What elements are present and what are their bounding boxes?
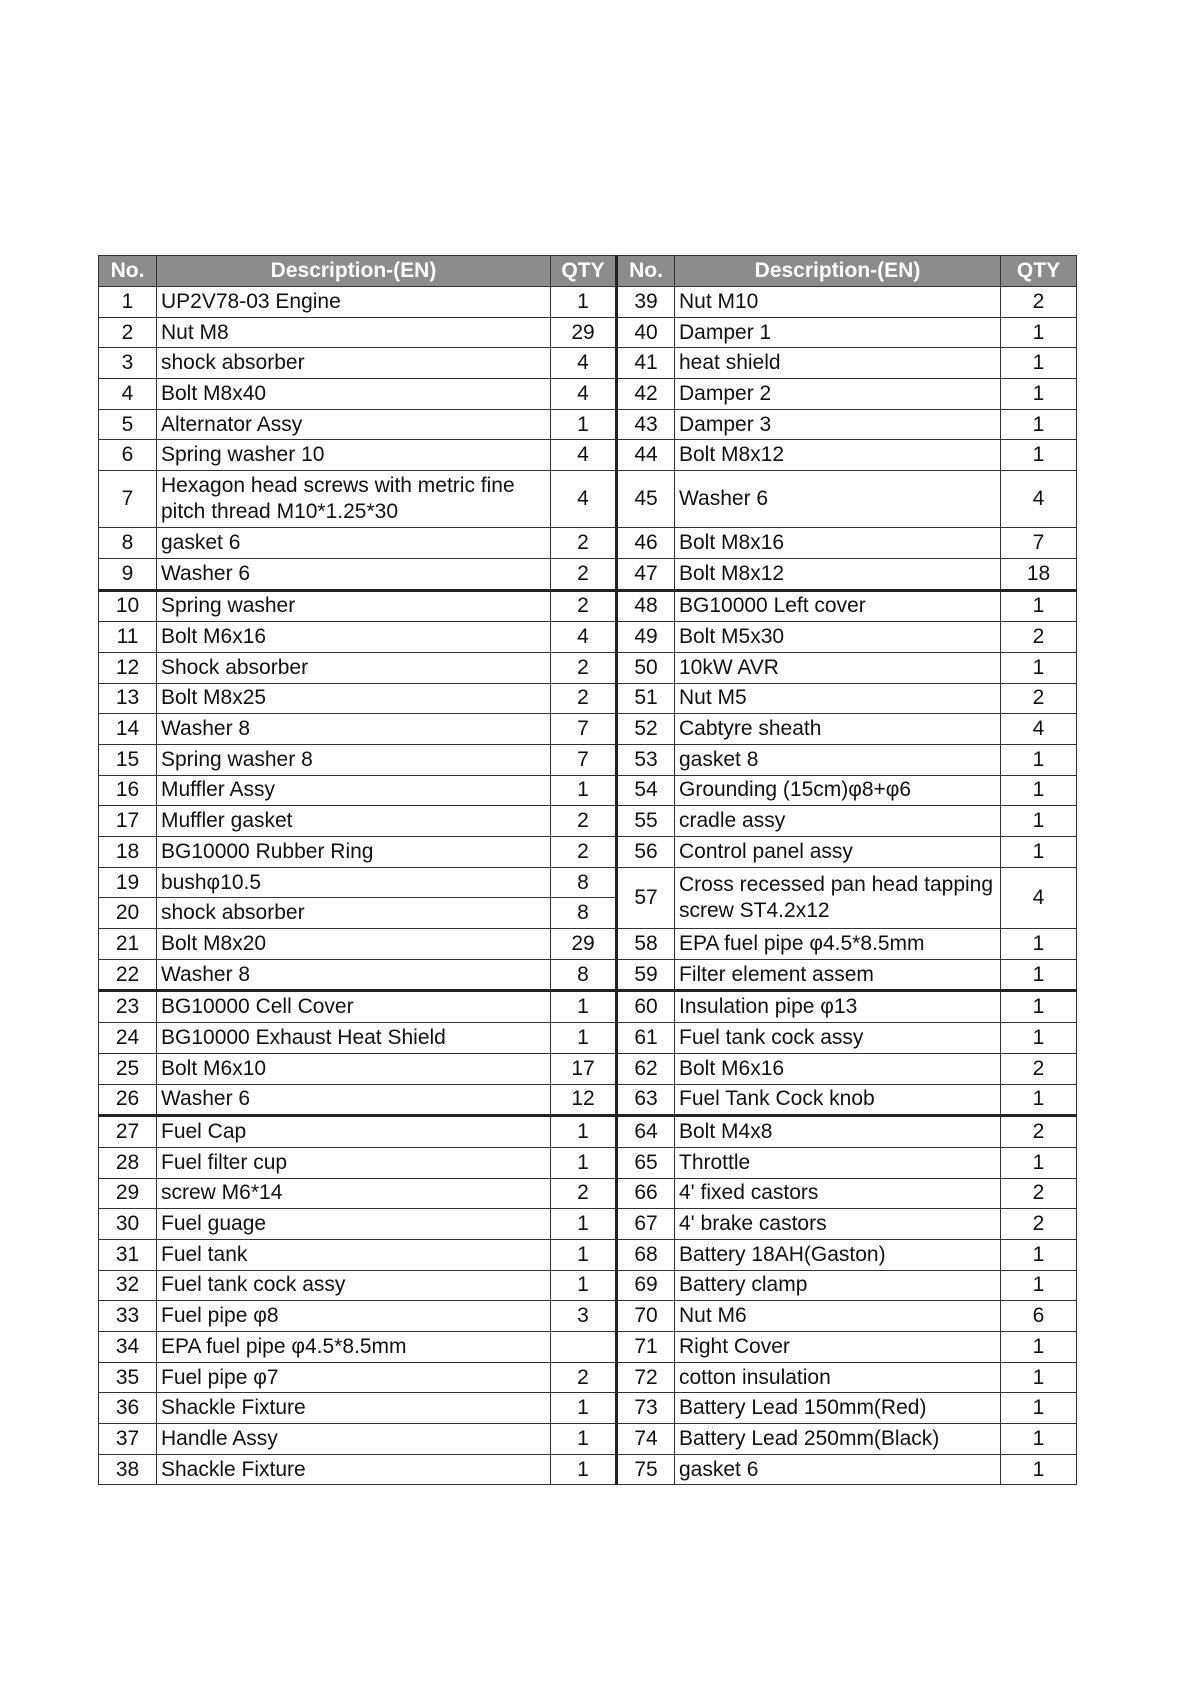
item-number: 55: [617, 806, 675, 837]
item-number: 72: [617, 1362, 675, 1393]
item-description: Insulation pipe φ13: [675, 991, 1001, 1023]
item-number: 63: [617, 1084, 675, 1116]
item-description: Bolt M5x30: [675, 622, 1001, 653]
item-number: 38: [99, 1454, 157, 1485]
item-number: 14: [99, 714, 157, 745]
table-row: [99, 1301, 1077, 1332]
item-description: Fuel filter cup: [157, 1147, 551, 1178]
item-quantity: 4: [551, 440, 617, 471]
item-description: Cabtyre sheath: [675, 714, 1001, 745]
item-quantity: 2: [551, 837, 617, 868]
header-qty-right: QTY: [1001, 256, 1077, 287]
table-row: [99, 409, 1077, 440]
item-description: screw M6*14: [157, 1178, 551, 1209]
item-description: Fuel Tank Cock knob: [675, 1084, 1001, 1116]
item-quantity: 1: [1001, 837, 1077, 868]
item-description: Spring washer 8: [157, 744, 551, 775]
item-number: 69: [617, 1270, 675, 1301]
item-number: 33: [99, 1301, 157, 1332]
item-number: 52: [617, 714, 675, 745]
item-number: 75: [617, 1454, 675, 1485]
item-number: 51: [617, 683, 675, 714]
item-description: cradle assy: [675, 806, 1001, 837]
item-description: Filter element assem: [675, 959, 1001, 991]
table-row: [99, 317, 1077, 348]
table-row: [99, 1084, 1077, 1116]
item-description: Muffler Assy: [157, 775, 551, 806]
item-number: 34: [99, 1332, 157, 1363]
header-no-left: No.: [99, 256, 157, 287]
item-quantity: 1: [551, 1239, 617, 1270]
header-row: [99, 256, 1077, 287]
item-description: Bolt M8x20: [157, 929, 551, 960]
item-description: Shackle Fixture: [157, 1393, 551, 1424]
item-description: Bolt M6x10: [157, 1053, 551, 1084]
item-number: 40: [617, 317, 675, 348]
item-description: Bolt M8x16: [675, 528, 1001, 559]
item-description: Fuel tank cock assy: [157, 1270, 551, 1301]
table-row: [99, 471, 1077, 528]
item-quantity: 1: [1001, 379, 1077, 410]
item-description: 10kW AVR: [675, 652, 1001, 683]
item-quantity: 1: [1001, 1362, 1077, 1393]
item-number: 42: [617, 379, 675, 410]
item-quantity: 2: [551, 683, 617, 714]
item-quantity: 4: [1001, 714, 1077, 745]
item-number: 68: [617, 1239, 675, 1270]
table-body: [99, 287, 1077, 1485]
item-number: 5: [99, 409, 157, 440]
item-description: Fuel guage: [157, 1209, 551, 1240]
item-number: 67: [617, 1209, 675, 1240]
item-number: 19: [99, 867, 157, 898]
table-row: [99, 528, 1077, 559]
item-quantity: 1: [1001, 348, 1077, 379]
item-number: 45: [617, 471, 675, 528]
item-number: 29: [99, 1178, 157, 1209]
item-number: 2: [99, 317, 157, 348]
table-row: [99, 1178, 1077, 1209]
item-description: Washer 8: [157, 714, 551, 745]
item-number: 62: [617, 1053, 675, 1084]
item-description: EPA fuel pipe φ4.5*8.5mm: [675, 929, 1001, 960]
item-number: 70: [617, 1301, 675, 1332]
item-quantity: 7: [1001, 528, 1077, 559]
item-number: 4: [99, 379, 157, 410]
item-quantity: 8: [551, 898, 617, 929]
item-number: 50: [617, 652, 675, 683]
item-quantity: 2: [1001, 1178, 1077, 1209]
item-quantity: 2: [551, 1178, 617, 1209]
item-number: 44: [617, 440, 675, 471]
item-quantity: 1: [551, 287, 617, 318]
item-description: Throttle: [675, 1147, 1001, 1178]
item-quantity: 1: [1001, 959, 1077, 991]
item-description: shock absorber: [157, 898, 551, 929]
item-quantity: 1: [551, 1116, 617, 1148]
table-row: [99, 652, 1077, 683]
item-quantity: 2: [551, 528, 617, 559]
item-description: Spring washer: [157, 590, 551, 622]
item-description: Nut M6: [675, 1301, 1001, 1332]
item-description: gasket 8: [675, 744, 1001, 775]
item-description: Nut M8: [157, 317, 551, 348]
item-number: 3: [99, 348, 157, 379]
item-quantity: 1: [1001, 1424, 1077, 1455]
item-description: Bolt M4x8: [675, 1116, 1001, 1148]
item-quantity: 2: [551, 590, 617, 622]
item-quantity: 1: [1001, 929, 1077, 960]
item-number: 6: [99, 440, 157, 471]
item-number: 41: [617, 348, 675, 379]
item-description: Spring washer 10: [157, 440, 551, 471]
item-quantity: 1: [551, 1454, 617, 1485]
item-quantity: 2: [551, 652, 617, 683]
table-row: [99, 1393, 1077, 1424]
item-description: Fuel tank cock assy: [675, 1023, 1001, 1054]
item-number: 21: [99, 929, 157, 960]
table-row: [99, 1239, 1077, 1270]
header-description-left: Description-(EN): [157, 256, 551, 287]
item-description: Nut M10: [675, 287, 1001, 318]
table-row: [99, 837, 1077, 868]
item-description: Damper 3: [675, 409, 1001, 440]
item-number: 31: [99, 1239, 157, 1270]
item-quantity: 1: [1001, 440, 1077, 471]
item-description: shock absorber: [157, 348, 551, 379]
item-description: BG10000 Rubber Ring: [157, 837, 551, 868]
item-description: cotton insulation: [675, 1362, 1001, 1393]
item-description: Battery Lead 150mm(Red): [675, 1393, 1001, 1424]
item-quantity: 1: [1001, 317, 1077, 348]
item-quantity: 4: [1001, 867, 1077, 928]
item-description: Fuel pipe φ7: [157, 1362, 551, 1393]
item-quantity: 4: [551, 622, 617, 653]
table-row: [99, 558, 1077, 590]
item-number: 18: [99, 837, 157, 868]
item-description: heat shield: [675, 348, 1001, 379]
table-header: [99, 256, 1077, 287]
table-row: [99, 440, 1077, 471]
item-number: 74: [617, 1424, 675, 1455]
item-number: 64: [617, 1116, 675, 1148]
item-quantity: 1: [551, 991, 617, 1023]
item-number: 54: [617, 775, 675, 806]
item-quantity: 2: [1001, 287, 1077, 318]
item-description: Damper 2: [675, 379, 1001, 410]
item-quantity: 4: [551, 379, 617, 410]
item-quantity: 1: [1001, 590, 1077, 622]
item-number: 57: [617, 867, 675, 928]
item-description: Bolt M6x16: [675, 1053, 1001, 1084]
table-row: [99, 1116, 1077, 1148]
item-quantity: 1: [551, 1147, 617, 1178]
item-description: BG10000 Exhaust Heat Shield: [157, 1023, 551, 1054]
item-quantity: 1: [551, 1023, 617, 1054]
item-description: Fuel pipe φ8: [157, 1301, 551, 1332]
item-number: 25: [99, 1053, 157, 1084]
item-quantity: 1: [1001, 991, 1077, 1023]
table-row: [99, 348, 1077, 379]
item-description: EPA fuel pipe φ4.5*8.5mm: [157, 1332, 551, 1363]
table-row: [99, 622, 1077, 653]
item-quantity: 2: [1001, 1209, 1077, 1240]
item-quantity: 1: [1001, 1393, 1077, 1424]
item-number: 37: [99, 1424, 157, 1455]
item-description: UP2V78-03 Engine: [157, 287, 551, 318]
item-description: Battery 18AH(Gaston): [675, 1239, 1001, 1270]
table-row: [99, 1270, 1077, 1301]
item-quantity: 1: [1001, 652, 1077, 683]
item-description: Bolt M8x40: [157, 379, 551, 410]
item-description: bushφ10.5: [157, 867, 551, 898]
table-row: [99, 1332, 1077, 1363]
table-row: [99, 1362, 1077, 1393]
item-quantity: 4: [551, 348, 617, 379]
item-quantity: 18: [1001, 558, 1077, 590]
table-row: [99, 959, 1077, 991]
table-row: [99, 867, 1077, 898]
item-number: 39: [617, 287, 675, 318]
item-quantity: 1: [1001, 1084, 1077, 1116]
item-number: 73: [617, 1393, 675, 1424]
table-row: [99, 806, 1077, 837]
item-number: 10: [99, 590, 157, 622]
item-quantity: 4: [551, 471, 617, 528]
item-description: Bolt M6x16: [157, 622, 551, 653]
item-quantity: 1: [1001, 744, 1077, 775]
item-number: 9: [99, 558, 157, 590]
item-number: 71: [617, 1332, 675, 1363]
item-number: 53: [617, 744, 675, 775]
table-row: [99, 1424, 1077, 1455]
item-quantity: 1: [1001, 1454, 1077, 1485]
item-description: Control panel assy: [675, 837, 1001, 868]
item-quantity: 1: [551, 775, 617, 806]
item-number: 46: [617, 528, 675, 559]
item-description: Right Cover: [675, 1332, 1001, 1363]
item-number: 16: [99, 775, 157, 806]
item-description: 4' brake castors: [675, 1209, 1001, 1240]
item-quantity: 17: [551, 1053, 617, 1084]
item-number: 1: [99, 287, 157, 318]
item-number: 58: [617, 929, 675, 960]
parts-table: [98, 255, 1077, 1485]
item-description: Shackle Fixture: [157, 1454, 551, 1485]
item-quantity: 1: [1001, 1147, 1077, 1178]
item-quantity: 2: [551, 1362, 617, 1393]
item-quantity: 1: [551, 1393, 617, 1424]
item-quantity: 1: [551, 1424, 617, 1455]
item-number: 24: [99, 1023, 157, 1054]
table-row: [99, 1053, 1077, 1084]
item-number: 15: [99, 744, 157, 775]
item-number: 66: [617, 1178, 675, 1209]
item-description: Bolt M8x25: [157, 683, 551, 714]
item-quantity: 1: [551, 1209, 617, 1240]
item-description: Bolt M8x12: [675, 440, 1001, 471]
table-row: [99, 929, 1077, 960]
item-number: 56: [617, 837, 675, 868]
header-qty-left: QTY: [551, 256, 617, 287]
item-description: Grounding (15cm)φ8+φ6: [675, 775, 1001, 806]
item-description: Washer 6: [157, 558, 551, 590]
item-description: BG10000 Left cover: [675, 590, 1001, 622]
item-number: 22: [99, 959, 157, 991]
item-quantity: 2: [551, 806, 617, 837]
table-row: [99, 1454, 1077, 1485]
item-quantity: 3: [551, 1301, 617, 1332]
item-number: 8: [99, 528, 157, 559]
item-quantity: 1: [1001, 775, 1077, 806]
item-quantity: 7: [551, 744, 617, 775]
item-description: Battery Lead 250mm(Black): [675, 1424, 1001, 1455]
item-number: 36: [99, 1393, 157, 1424]
item-number: 28: [99, 1147, 157, 1178]
item-quantity: 1: [1001, 806, 1077, 837]
item-number: 30: [99, 1209, 157, 1240]
item-quantity: 8: [551, 867, 617, 898]
item-description: Damper 1: [675, 317, 1001, 348]
item-quantity: 2: [1001, 1116, 1077, 1148]
item-quantity: 1: [1001, 409, 1077, 440]
item-description: gasket 6: [675, 1454, 1001, 1485]
item-description: Washer 6: [675, 471, 1001, 528]
item-description: Fuel Cap: [157, 1116, 551, 1148]
item-quantity: 1: [551, 409, 617, 440]
item-quantity: 12: [551, 1084, 617, 1116]
item-quantity: 1: [551, 1270, 617, 1301]
item-number: 32: [99, 1270, 157, 1301]
item-quantity: 4: [1001, 471, 1077, 528]
item-quantity: 2: [1001, 1053, 1077, 1084]
item-number: 26: [99, 1084, 157, 1116]
item-description: Fuel tank: [157, 1239, 551, 1270]
item-description: gasket 6: [157, 528, 551, 559]
item-description: Cross recessed pan head tapping screw ST4.2x12: [675, 867, 1001, 928]
item-number: 43: [617, 409, 675, 440]
item-quantity: 2: [551, 558, 617, 590]
item-number: 61: [617, 1023, 675, 1054]
item-number: 12: [99, 652, 157, 683]
item-quantity: 7: [551, 714, 617, 745]
item-number: 17: [99, 806, 157, 837]
item-quantity: 29: [551, 929, 617, 960]
item-description: Muffler gasket: [157, 806, 551, 837]
table-row: [99, 683, 1077, 714]
table-row: [99, 775, 1077, 806]
item-number: 47: [617, 558, 675, 590]
item-description: Bolt M8x12: [675, 558, 1001, 590]
item-quantity: 2: [1001, 683, 1077, 714]
item-number: 65: [617, 1147, 675, 1178]
header-description-right: Description-(EN): [675, 256, 1001, 287]
item-quantity: 6: [1001, 1301, 1077, 1332]
item-number: 59: [617, 959, 675, 991]
table-row: [99, 590, 1077, 622]
table-row: [99, 714, 1077, 745]
item-quantity: [551, 1332, 617, 1363]
table-row: [99, 991, 1077, 1023]
item-description: Battery clamp: [675, 1270, 1001, 1301]
item-description: Shock absorber: [157, 652, 551, 683]
item-description: Washer 6: [157, 1084, 551, 1116]
item-description: Handle Assy: [157, 1424, 551, 1455]
item-quantity: 1: [1001, 1023, 1077, 1054]
item-description: Washer 8: [157, 959, 551, 991]
item-quantity: 2: [1001, 622, 1077, 653]
item-description: Nut M5: [675, 683, 1001, 714]
item-number: 35: [99, 1362, 157, 1393]
item-description: Hexagon head screws with metric fine pitch thread M10*1.25*30: [157, 471, 551, 528]
item-number: 20: [99, 898, 157, 929]
item-number: 13: [99, 683, 157, 714]
item-description: 4' fixed castors: [675, 1178, 1001, 1209]
item-number: 23: [99, 991, 157, 1023]
item-quantity: 1: [1001, 1239, 1077, 1270]
item-number: 60: [617, 991, 675, 1023]
table-row: [99, 1023, 1077, 1054]
table-row: [99, 744, 1077, 775]
table-row: [99, 1147, 1077, 1178]
item-quantity: 8: [551, 959, 617, 991]
item-number: 7: [99, 471, 157, 528]
item-quantity: 1: [1001, 1270, 1077, 1301]
item-description: BG10000 Cell Cover: [157, 991, 551, 1023]
item-number: 27: [99, 1116, 157, 1148]
item-number: 49: [617, 622, 675, 653]
item-quantity: 29: [551, 317, 617, 348]
header-no-right: No.: [617, 256, 675, 287]
item-quantity: 1: [1001, 1332, 1077, 1363]
table-row: [99, 379, 1077, 410]
item-description: Alternator Assy: [157, 409, 551, 440]
item-number: 11: [99, 622, 157, 653]
item-number: 48: [617, 590, 675, 622]
table-row: [99, 287, 1077, 318]
table-row: [99, 1209, 1077, 1240]
